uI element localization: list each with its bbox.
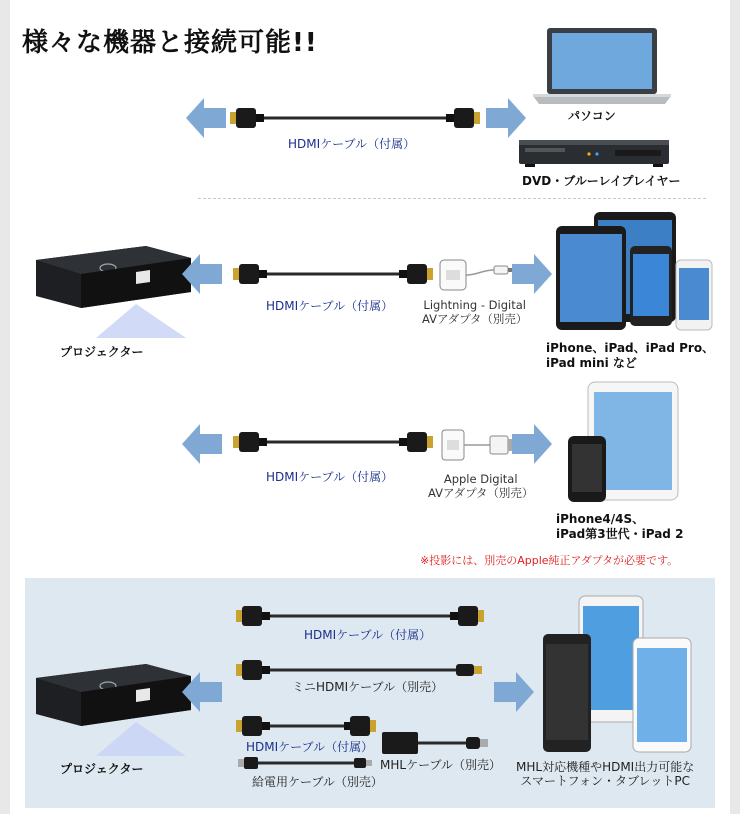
arrow-right-icon	[486, 98, 528, 138]
power-cable-label: 給電用ケーブル（別売）	[252, 775, 383, 789]
ipad-iphone-icon	[556, 212, 714, 330]
projector-label: プロジェクター	[60, 762, 144, 776]
hdmi-cable-label: HDMIケーブル（付属）	[246, 740, 374, 754]
lightning-adapter-label-line1: Lightning - Digital	[423, 298, 526, 312]
laptop-icon	[533, 28, 673, 104]
projector-icon	[36, 664, 196, 756]
arrow-left-icon	[182, 254, 224, 294]
apple-digital-adapter-icon	[440, 428, 520, 462]
ios-device-label-line2: iPad mini など	[546, 356, 637, 370]
hdmi-cable-label: HDMIケーブル（付属）	[304, 628, 432, 642]
hdmi-cable-label: HDMIケーブル（付属）	[266, 299, 394, 313]
adapter-note: ※投影には、別売のApple純正アダプタが必要です。	[420, 554, 679, 567]
legacy-ios-label-line1: iPhone4/4S、	[556, 512, 645, 526]
android-smartphones-icon	[543, 596, 693, 752]
hdmi-cable-icon	[233, 262, 433, 286]
lightning-adapter-label-line2: AVアダプタ（別売）	[422, 312, 528, 326]
android-device-label-line2: スマートフォン・タブレットPC	[520, 774, 691, 788]
arrow-left-icon	[186, 98, 228, 138]
pc-label: パソコン	[568, 109, 616, 123]
apple-digital-adapter-label-line2: AVアダプタ（別売）	[428, 486, 534, 500]
hdmi-cable-label: HDMIケーブル（付属）	[288, 137, 416, 151]
arrow-right-icon	[512, 254, 554, 294]
hdmi-cable-icon	[230, 106, 480, 130]
arrow-right-icon	[512, 424, 554, 464]
ipad2-iphone4-icon	[568, 382, 680, 504]
hdmi-cable-icon	[233, 430, 433, 454]
ios-device-label-line1: iPhone、iPad、iPad Pro、	[546, 341, 715, 355]
android-device-label-line1: MHL対応機種やHDMI出力可能な	[516, 760, 695, 774]
projector-icon	[36, 246, 196, 338]
power-cable-icon	[238, 754, 372, 772]
mini-hdmi-cable-label: ミニHDMIケーブル（別売）	[292, 680, 444, 694]
lightning-adapter-icon	[438, 258, 518, 292]
page-title: 様々な機器と接続可能!!	[22, 28, 318, 58]
hdmi-cable-icon	[236, 604, 484, 628]
ios-device-label	[546, 341, 714, 371]
mhl-cable-icon	[380, 730, 490, 756]
arrow-right-icon	[494, 672, 536, 712]
apple-digital-adapter-label-line1: Apple Digital	[443, 472, 518, 486]
bluray-player-icon	[519, 136, 669, 168]
right-border	[730, 0, 740, 814]
left-border	[0, 0, 10, 814]
section-divider	[198, 198, 706, 199]
hdmi-cable-short-icon	[236, 714, 376, 738]
arrow-left-icon	[182, 424, 224, 464]
lightning-adapter-label	[422, 298, 527, 326]
hdmi-cable-label: HDMIケーブル（付属）	[266, 470, 394, 484]
arrow-left-icon	[182, 672, 224, 712]
apple-digital-adapter-label	[428, 472, 533, 500]
legacy-ios-label-line2: iPad第3世代・iPad 2	[556, 527, 684, 541]
mhl-cable-label: MHLケーブル（別売）	[380, 758, 501, 772]
legacy-ios-label	[556, 512, 683, 542]
dvd-bluray-label: DVD・ブルーレイプレイヤー	[522, 174, 681, 188]
projector-label: プロジェクター	[60, 345, 144, 359]
android-device-label	[516, 760, 694, 788]
